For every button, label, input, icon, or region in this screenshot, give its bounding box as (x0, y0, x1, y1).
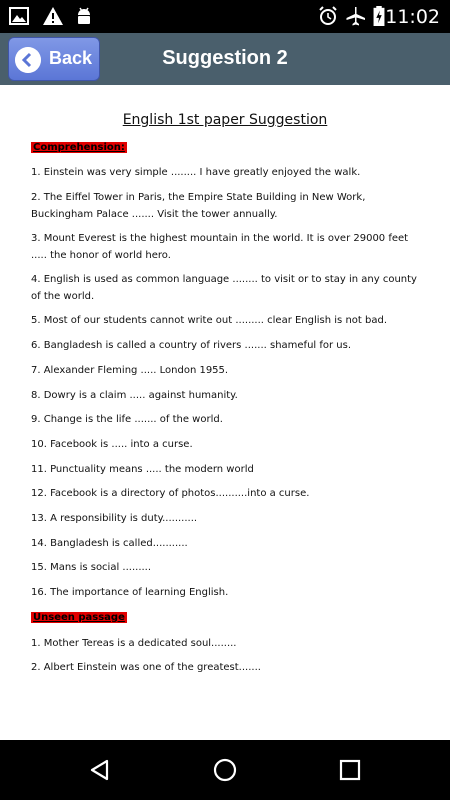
status-time: 11:02 (385, 6, 440, 28)
home-circle-icon[interactable] (213, 758, 237, 782)
list-item: 10. Facebook is ..... into a curse. (31, 439, 193, 450)
list-item: 13. A responsibility is duty........... (31, 513, 198, 524)
warning-icon (42, 6, 64, 26)
list-item: 3. Mount Everest is the highest mountain in the world. It is over 29000 feet ..... the honor of world hero. (31, 233, 409, 261)
list-item: 5. Most of our students cannot write out ......... clear English is not bad. (31, 315, 387, 326)
back-triangle-icon[interactable] (88, 758, 112, 782)
alarm-icon (318, 6, 338, 26)
list-item: 9. Change is the life ....... of the world. (31, 414, 223, 425)
section-heading-comprehension: Comprehension: (33, 142, 125, 153)
document-title: English 1st paper Suggestion (122, 112, 328, 128)
list-item: 16. The importance of learning English. (31, 587, 229, 598)
list-item: 8. Dowry is a claim ..... against humanity. (31, 390, 238, 401)
android-icon (74, 6, 94, 26)
chevron-left-icon (15, 47, 41, 73)
page-title: Suggestion 2 (162, 47, 288, 69)
list-item: 1. Einstein was very simple ........ I have greatly enjoyed the walk. (31, 167, 361, 178)
document-view[interactable] (0, 85, 450, 740)
list-item: 14. Bangladesh is called........... (31, 538, 188, 549)
list-item: 6. Bangladesh is called a country of rivers ....... shameful for us. (31, 340, 352, 351)
status-bar (0, 0, 450, 33)
list-item: 15. Mans is social ......... (31, 562, 152, 573)
battery-charging-icon (372, 6, 386, 26)
list-item: 11. Punctuality means ..... the modern world (31, 464, 254, 475)
recents-square-icon[interactable] (338, 758, 362, 782)
airplane-mode-icon (344, 6, 366, 26)
back-button-label: Back (49, 48, 93, 68)
list-item: 4. English is used as common language ........ to visit or to stay in any county of the world. (31, 274, 417, 302)
list-item: 7. Alexander Fleming ..... London 1955. (31, 365, 229, 376)
list-item: 2. The Eiffel Tower in Paris, the Empire State Building in New Work, Buckingham Palace ....... Visit the tower annually. (31, 192, 366, 220)
navigation-bar (0, 740, 450, 800)
image-icon (9, 6, 29, 26)
list-item: 2. Albert Einstein was one of the greatest....... (31, 662, 261, 673)
list-item: 12. Facebook is a directory of photos..........into a curse. (31, 488, 310, 499)
app-bar (0, 33, 450, 85)
back-button[interactable] (8, 37, 100, 81)
section-heading-unseen-passage: Unseen passage (33, 612, 125, 623)
list-item: 1. Mother Tereas is a dedicated soul........ (31, 638, 237, 649)
